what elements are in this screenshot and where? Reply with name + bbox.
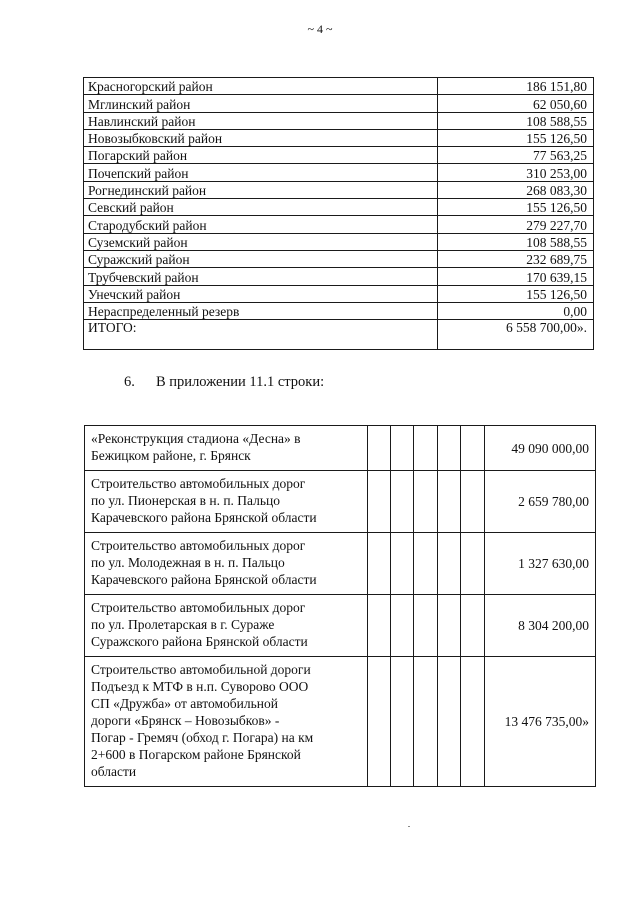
table-row <box>84 216 594 233</box>
description-line: по ул. Пионерская в н. п. Пальцо <box>91 493 281 508</box>
table-row <box>84 250 594 267</box>
table-row <box>84 147 594 164</box>
district-name: Суземский район <box>84 233 438 250</box>
empty-cell <box>390 595 413 657</box>
scan-speck <box>408 826 410 827</box>
empty-cell <box>414 657 437 787</box>
district-name: Новозыбковский район <box>84 129 438 146</box>
section-text: В приложении 11.1 строки: <box>156 374 325 390</box>
district-amount: 155 126,50 <box>438 199 594 216</box>
table-row <box>84 129 594 146</box>
empty-cell <box>437 471 460 533</box>
object-amount: 8 304 200,00 <box>484 595 595 657</box>
object-description <box>85 657 368 787</box>
district-name: Рогнединский район <box>84 181 438 198</box>
district-amount: 268 083,30 <box>438 181 594 198</box>
empty-cell <box>414 426 437 471</box>
empty-cell <box>437 595 460 657</box>
table-row <box>85 471 596 533</box>
table-row <box>85 657 596 787</box>
description-line: Строительство автомобильных дорог <box>91 538 306 553</box>
description-line: области <box>91 764 137 779</box>
empty-cell <box>367 426 390 471</box>
empty-cell <box>437 426 460 471</box>
description-line: 2+600 в Погарском районе Брянской <box>91 747 301 762</box>
description-line: Строительство автомобильных дорог <box>91 600 306 615</box>
empty-cell <box>414 595 437 657</box>
empty-cell <box>390 471 413 533</box>
table-row <box>85 595 596 657</box>
district-name: Погарский район <box>84 147 438 164</box>
district-amount: 155 126,50 <box>438 129 594 146</box>
description-line: Строительство автомобильной дороги <box>91 662 311 677</box>
object-amount: 13 476 735,00» <box>484 657 595 787</box>
district-amount: 170 639,15 <box>438 268 594 285</box>
empty-cell <box>414 471 437 533</box>
table-row <box>84 181 594 198</box>
total-row <box>84 320 594 350</box>
empty-cell <box>414 533 437 595</box>
district-name: Севский район <box>84 199 438 216</box>
empty-cell <box>367 657 390 787</box>
table-row <box>84 233 594 250</box>
empty-cell <box>461 471 484 533</box>
object-amount: 49 090 000,00 <box>484 426 595 471</box>
empty-cell <box>461 657 484 787</box>
empty-cell <box>461 533 484 595</box>
district-amount: 279 227,70 <box>438 216 594 233</box>
empty-cell <box>390 533 413 595</box>
table-row <box>84 199 594 216</box>
district-amount: 186 151,80 <box>438 78 594 95</box>
total-label: ИТОГО: <box>84 320 438 350</box>
table-row <box>84 95 594 112</box>
district-amount: 108 588,55 <box>438 233 594 250</box>
description-line: Строительство автомобильных дорог <box>91 476 306 491</box>
object-description <box>85 533 368 595</box>
description-line: Подъезд к МТФ в н.п. Суворово ООО <box>91 679 309 694</box>
district-name: Красногорский район <box>84 78 438 95</box>
object-amount: 2 659 780,00 <box>484 471 595 533</box>
empty-cell <box>390 426 413 471</box>
empty-cell <box>367 595 390 657</box>
object-description <box>85 426 368 471</box>
page-number: ~ 4 ~ <box>307 22 333 36</box>
object-description <box>85 471 368 533</box>
section-heading <box>124 374 324 391</box>
table-row <box>84 285 594 302</box>
district-name: Мглинский район <box>84 95 438 112</box>
district-amount: 77 563,25 <box>438 147 594 164</box>
description-line: Бежицком районе, г. Брянск <box>91 448 251 463</box>
description-line: по ул. Молодежная в н. п. Пальцо <box>91 555 285 570</box>
district-name: Суражский район <box>84 250 438 267</box>
district-amount: 232 689,75 <box>438 250 594 267</box>
description-line: СП «Дружба» от автомобильной <box>91 696 278 711</box>
description-line: по ул. Пролетарская в г. Сураже <box>91 617 275 632</box>
district-name: Почепский район <box>84 164 438 181</box>
empty-cell <box>367 471 390 533</box>
district-amount: 155 126,50 <box>438 285 594 302</box>
district-amount: 108 588,55 <box>438 112 594 129</box>
empty-cell <box>461 595 484 657</box>
table-row <box>85 426 596 471</box>
description-line: «Реконструкция стадиона «Десна» в <box>91 431 301 446</box>
district-amount: 310 253,00 <box>438 164 594 181</box>
construction-objects-table <box>84 425 596 787</box>
description-line: Суражского района Брянской области <box>91 634 308 649</box>
empty-cell <box>461 426 484 471</box>
district-amount: 62 050,60 <box>438 95 594 112</box>
empty-cell <box>367 533 390 595</box>
district-amount: 0,00 <box>438 302 594 319</box>
table-row <box>84 302 594 319</box>
table-row <box>85 533 596 595</box>
district-name: Унечский район <box>84 285 438 302</box>
total-amount: 6 558 700,00». <box>438 320 594 350</box>
description-line: Карачевского района Брянской области <box>91 510 317 525</box>
description-line: дороги «Брянск – Новозыбков» - <box>91 713 280 728</box>
table-row <box>84 164 594 181</box>
empty-cell <box>437 533 460 595</box>
description-line: Карачевского района Брянской области <box>91 572 317 587</box>
district-name: Трубчевский район <box>84 268 438 285</box>
empty-cell <box>437 657 460 787</box>
description-line: Погар - Гремяч (обход г. Погара) на км <box>91 730 314 745</box>
empty-cell <box>390 657 413 787</box>
table-row <box>84 268 594 285</box>
section-number: 6. <box>124 374 135 390</box>
object-amount: 1 327 630,00 <box>484 533 595 595</box>
district-allocation-table <box>83 77 594 350</box>
district-name: Навлинский район <box>84 112 438 129</box>
table-row <box>84 78 594 95</box>
district-name: Нераспределенный резерв <box>84 302 438 319</box>
object-description <box>85 595 368 657</box>
district-name: Стародубский район <box>84 216 438 233</box>
table-row <box>84 112 594 129</box>
